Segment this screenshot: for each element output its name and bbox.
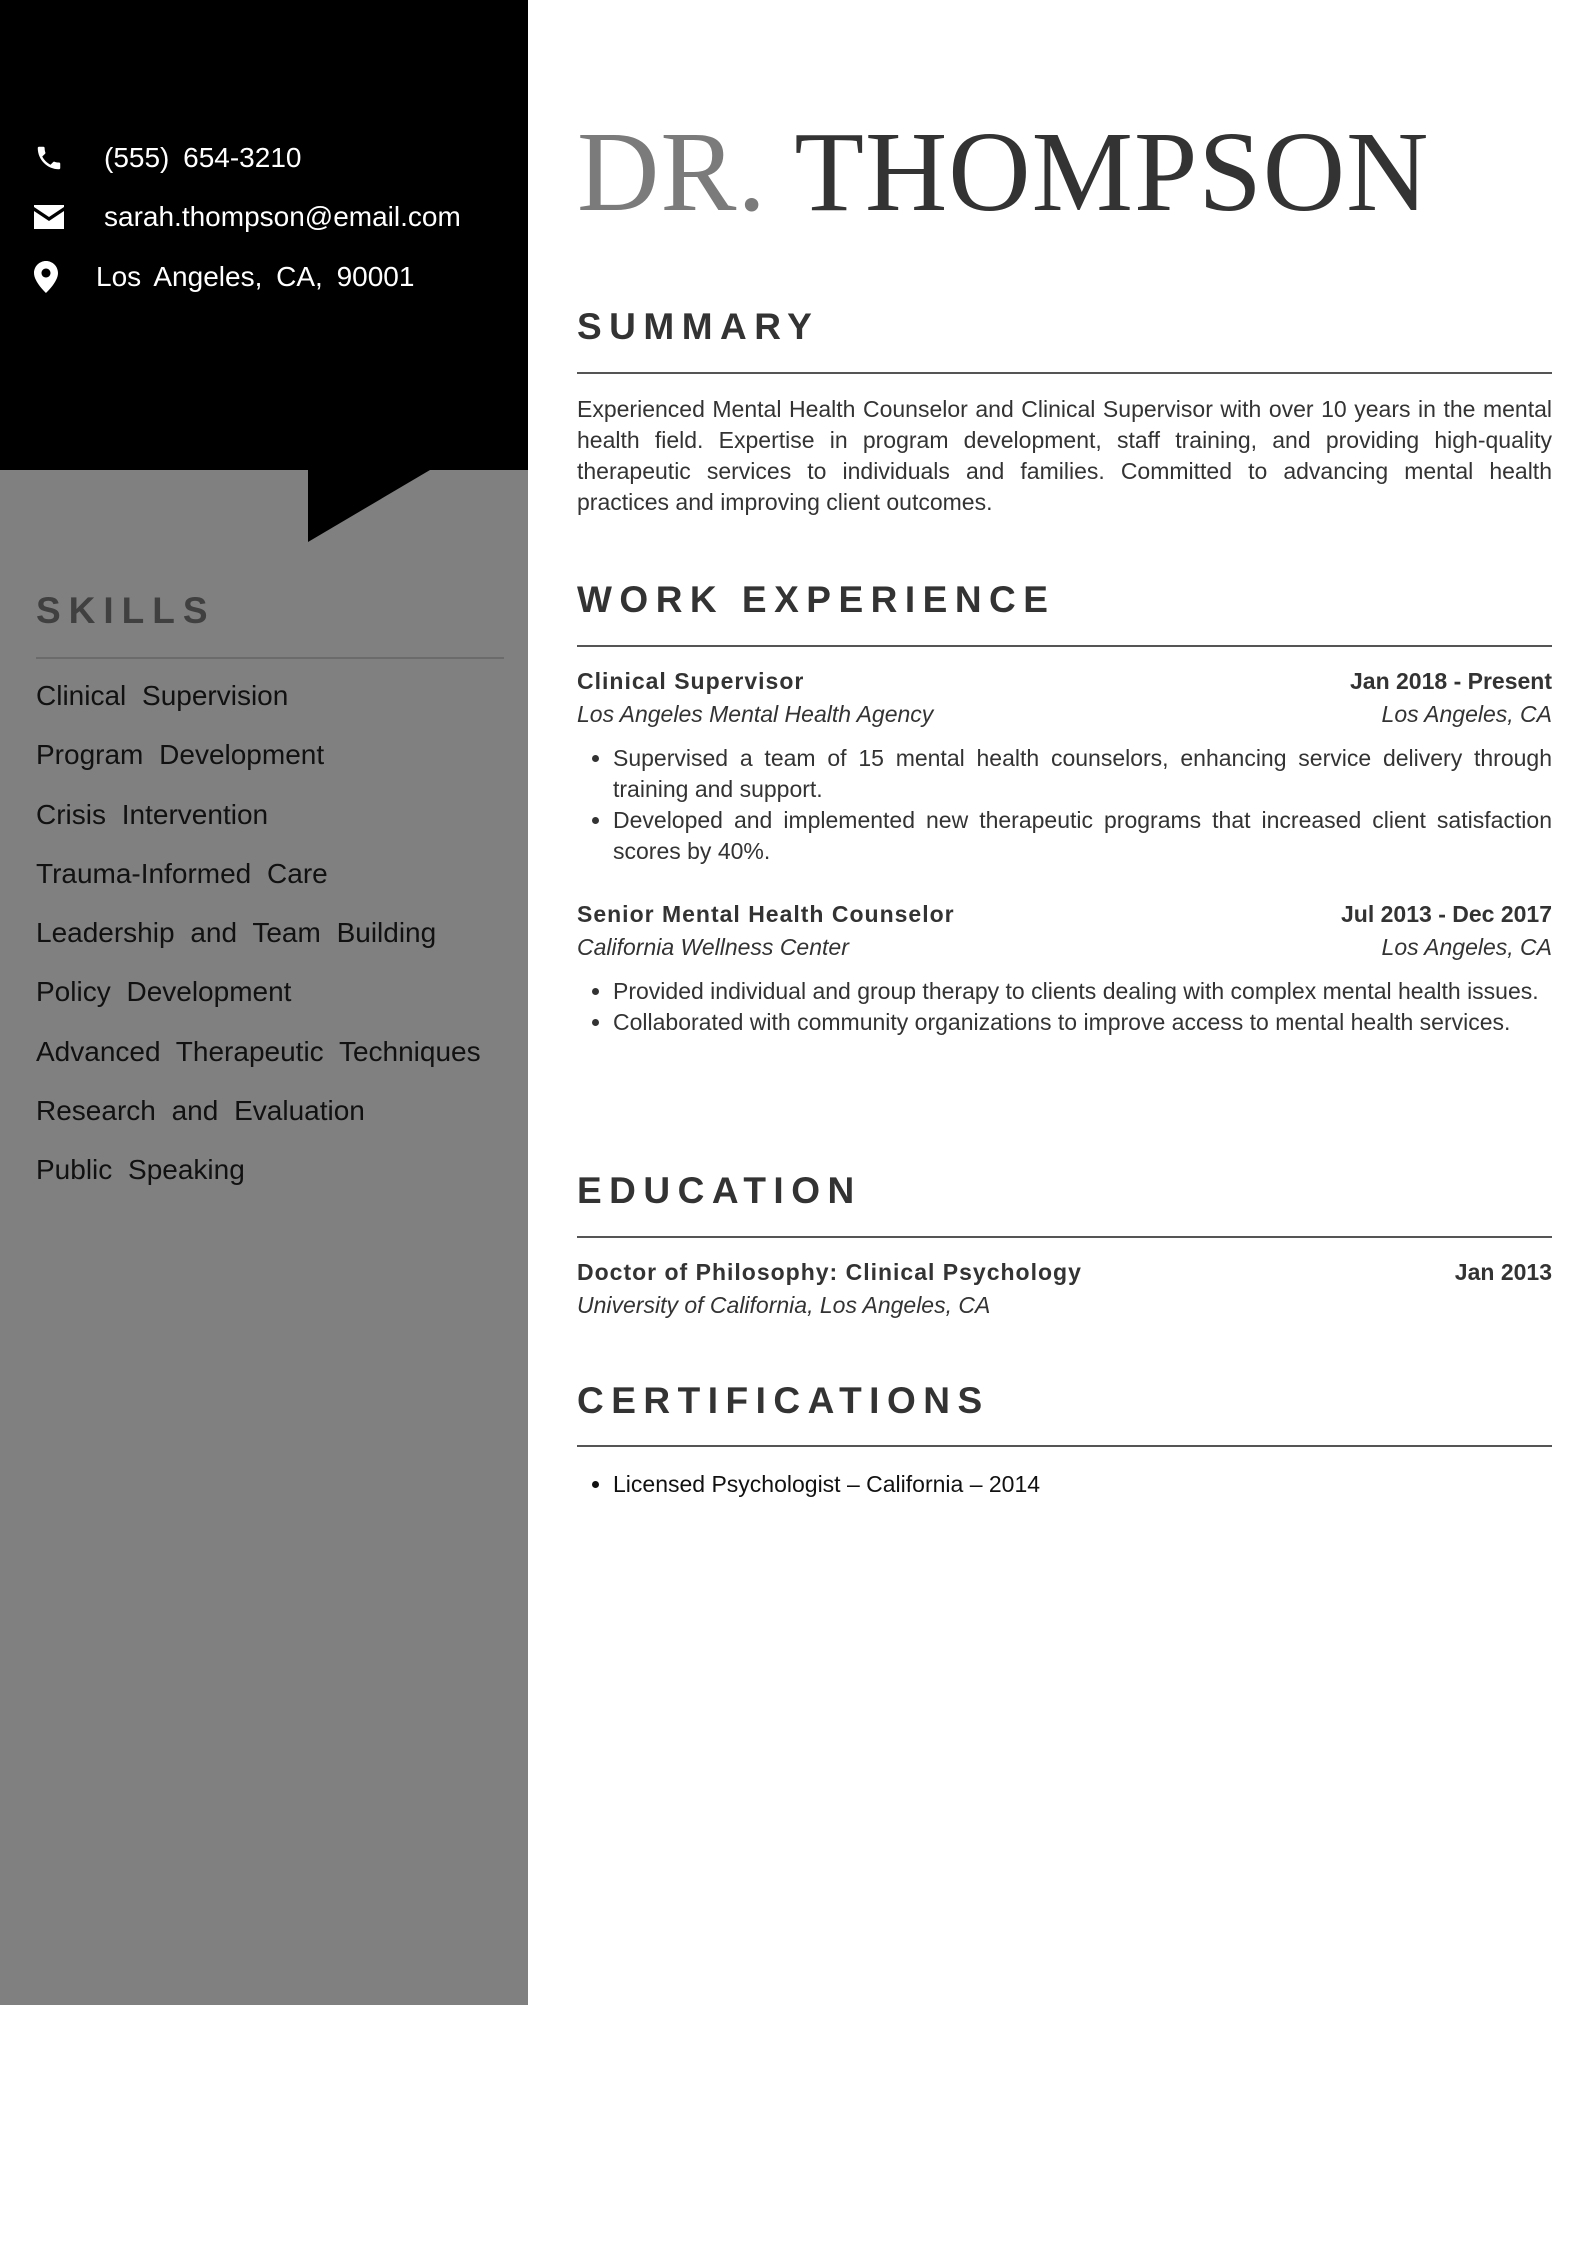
job-bullet: • Developed and implemented new therapeutic programs that increased client satisfaction scores by 40%. [613, 805, 1552, 867]
summary-text: Experienced Mental Health Counselor and Clinical Supervisor with over 10 years in the mental health field. Expertise in program development, staff training, and providing high-quality therapeutic services to individuals and families. Committed to advancing mental health practices and improving client outcomes. [577, 396, 1552, 515]
contact-email [34, 197, 461, 237]
map-pin-icon [34, 260, 68, 294]
skill-item: Advanced Therapeutic Techniques [36, 1035, 481, 1067]
envelope-icon [34, 200, 68, 234]
job-entry [577, 668, 1552, 867]
job-organization: California Wellness Center [577, 934, 849, 960]
job-dates: Jul 2013 - Dec 2017 [1341, 901, 1552, 927]
job-bullet: • Provided individual and group therapy to clients dealing with complex mental health issues. [613, 976, 1552, 1007]
sidebar-notch [308, 470, 430, 542]
job-location: Los Angeles, CA [1381, 934, 1552, 960]
education-divider [577, 1236, 1552, 1238]
summary-divider [577, 372, 1552, 374]
skill-item: Leadership and Team Building [36, 917, 437, 949]
contact-location [34, 257, 414, 297]
certification-item: • Licensed Psychologist – California – 2014 [613, 1469, 1588, 1500]
job-bullets [577, 743, 1552, 867]
job-location: Los Angeles, CA [1381, 701, 1552, 727]
certifications-heading: CERTIFICATIONS [577, 1380, 990, 1421]
certifications-divider [577, 1445, 1552, 1447]
job-title: Senior Mental Health Counselor [577, 901, 955, 927]
skill-item: Program Development [36, 739, 325, 771]
email-address: sarah.thompson@email.com [104, 201, 461, 232]
degree-date: Jan 2013 [1454, 1259, 1552, 1285]
education-entry [577, 1259, 1552, 1324]
candidate-name [577, 108, 1429, 236]
skill-item: Trauma-Informed Care [36, 857, 328, 889]
job-bullet: • Collaborated with community organizations to improve access to mental health services. [613, 1007, 1552, 1038]
skills-heading: SKILLS [36, 590, 216, 631]
education-heading: EDUCATION [577, 1170, 862, 1211]
skill-item: Public Speaking [36, 1154, 245, 1186]
skill-item: Policy Development [36, 976, 292, 1008]
work-divider [577, 645, 1552, 647]
job-title: Clinical Supervisor [577, 668, 805, 694]
skills-list [36, 676, 481, 1210]
certifications-list [577, 1469, 1588, 1500]
skill-item: Research and Evaluation [36, 1095, 365, 1127]
job-bullets [577, 976, 1552, 1038]
job-bullet: • Supervised a team of 15 mental health counselors, enhancing service delivery through training and support. [613, 743, 1552, 805]
job-dates: Jan 2018 - Present [1349, 668, 1552, 694]
job-entry [577, 901, 1552, 1038]
work-heading: WORK EXPERIENCE [577, 579, 1056, 620]
location-text: Los Angeles, CA, 90001 [96, 261, 415, 292]
skills-divider [36, 657, 504, 659]
summary-heading: SUMMARY [577, 306, 820, 347]
degree-title: Doctor of Philosophy: Clinical Psychology [577, 1259, 1082, 1285]
phone-icon [34, 141, 68, 175]
name-prefix: DR. [577, 108, 767, 235]
skill-item: Clinical Supervision [36, 680, 289, 711]
school-name: University of California, Los Angeles, CA [577, 1292, 991, 1318]
skill-item: Crisis Intervention [36, 798, 269, 830]
name-last: THOMPSON [794, 108, 1430, 235]
job-organization: Los Angeles Mental Health Agency [577, 701, 934, 727]
phone-number: (555) 654-3210 [104, 142, 302, 173]
contact-phone [34, 138, 301, 178]
